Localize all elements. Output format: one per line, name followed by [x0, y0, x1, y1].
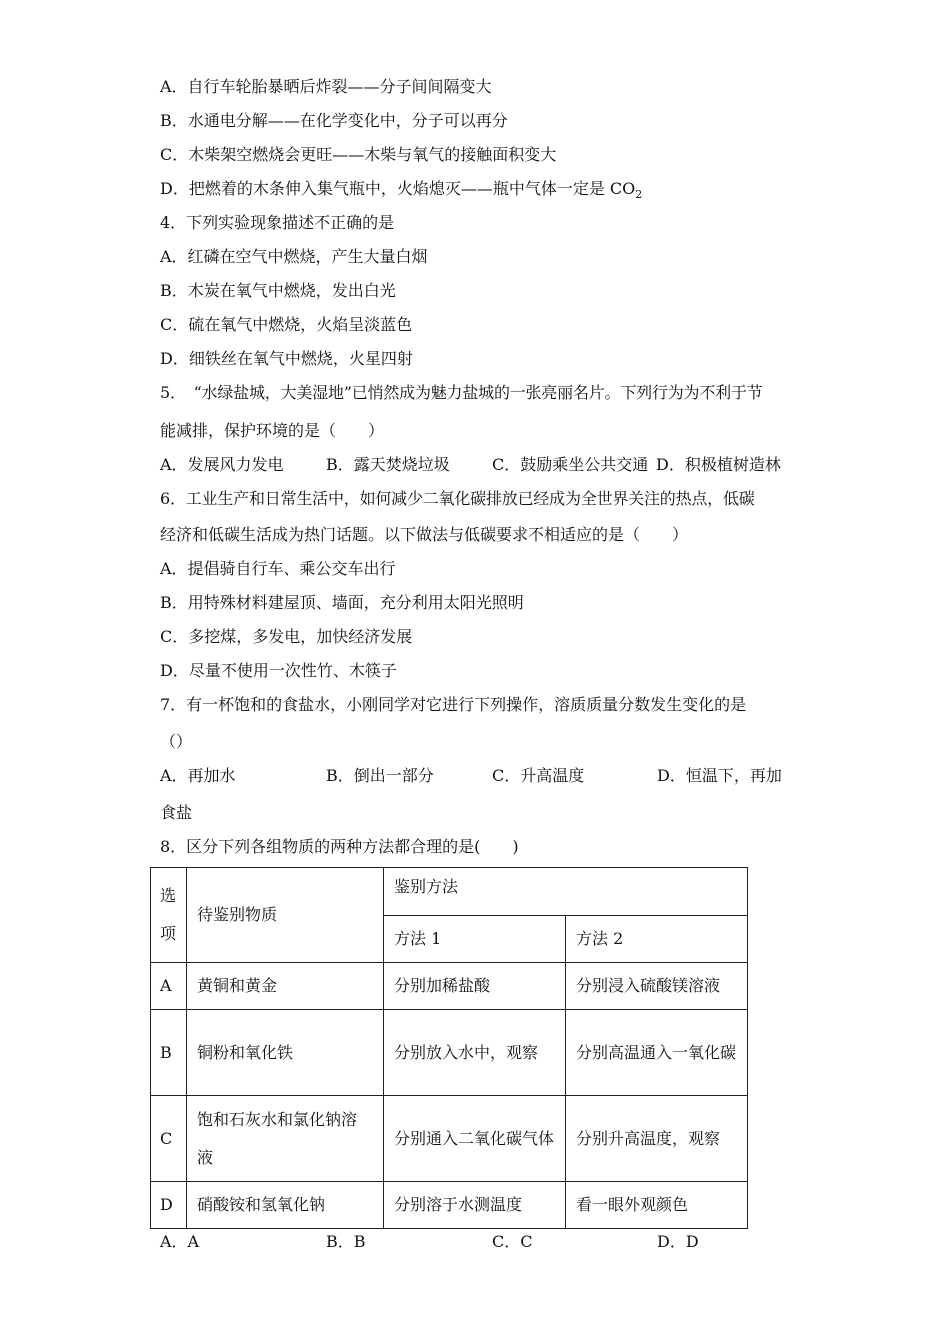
q8-row-d-option: D	[151, 1182, 187, 1229]
q7-stem-line2: （）	[160, 732, 193, 751]
table-row	[151, 1182, 748, 1229]
q4-stem: 4．下列实验现象描述不正确的是	[160, 213, 395, 232]
q3-option-c: C．木柴架空燃烧会更旺——木柴与氧气的接触面积变大	[160, 145, 557, 164]
q8-header-method: 鉴别方法	[384, 868, 748, 916]
q8-row-a-method2: 分别浸入硫酸镁溶液	[565, 963, 747, 1010]
q8-row-a-substance: 黄铜和黄金	[187, 963, 384, 1010]
q8-row-a-option: A	[151, 963, 187, 1010]
q8-row-c-substance: 饱和石灰水和氯化钠溶液	[187, 1096, 384, 1182]
q8-row-d-method1: 分别溶于水测温度	[384, 1182, 566, 1229]
q7-option-c: C．升高温度	[492, 766, 585, 785]
q8-row-c-option: C	[151, 1096, 187, 1182]
q8-row-c-method1: 分别通入二氧化碳气体	[384, 1096, 566, 1182]
q8-row-b-option: B	[151, 1010, 187, 1096]
table-row	[151, 1010, 748, 1096]
q8-answer-d: D．D	[657, 1232, 699, 1251]
q5-stem-line1: 5． “水绿盐城，大美湿地”已悄然成为魅力盐城的一张亮丽名片。下列行为为不利于节	[160, 383, 763, 402]
q4-option-d: D．细铁丝在氧气中燃烧，火星四射	[160, 349, 413, 368]
q8-row-a-method1: 分别加稀盐酸	[384, 963, 566, 1010]
q8-row-b-method1: 分别放入水中，观察	[384, 1010, 566, 1096]
q8-answer-a: A．A	[160, 1232, 200, 1251]
q6-stem-line1: 6．工业生产和日常生活中，如何减少二氧化碳排放已经成为全世界关注的热点，低碳	[160, 489, 755, 508]
q8-row-d-substance: 硝酸铵和氢氧化钠	[187, 1182, 384, 1229]
q5-option-a: A．发展风力发电	[160, 455, 284, 474]
q7-option-d-continued: 食盐	[160, 803, 193, 822]
q5-option-c: C．鼓励乘坐公共交通	[492, 455, 649, 474]
q6-option-c: C．多挖煤，多发电，加快经济发展	[160, 627, 413, 646]
q8-row-d-method2: 看一眼外观颜色	[565, 1182, 747, 1229]
q8-stem: 8．区分下列各组物质的两种方法都合理的是( )	[160, 837, 519, 856]
q8-header-option	[151, 868, 187, 963]
q3-option-a: A．自行车轮胎暴晒后炸裂——分子间间隔变大	[160, 77, 492, 96]
q4-option-a: A．红磷在空气中燃烧，产生大量白烟	[160, 247, 428, 266]
q7-option-a: A．再加水	[160, 766, 236, 785]
q7-stem-line1: 7．有一杯饱和的食盐水，小刚同学对它进行下列操作，溶质质量分数发生变化的是	[160, 695, 747, 714]
q3-option-d-subscript: 2	[635, 188, 643, 202]
q8-answer-b: B．B	[326, 1232, 366, 1251]
table-row	[151, 1096, 748, 1182]
q8-answer-c: C．C	[492, 1232, 533, 1251]
q4-option-c: C．硫在氧气中燃烧，火焰呈淡蓝色	[160, 315, 413, 334]
q5-option-d: D．积极植树造林	[656, 455, 781, 474]
q8-row-b-method2: 分别高温通入一氧化碳	[565, 1010, 747, 1096]
q8-table	[150, 867, 748, 1229]
q6-option-d: D．尽量不使用一次性竹、木筷子	[160, 661, 397, 680]
q8-header-method2: 方法 2	[565, 916, 747, 963]
q7-option-d: D．恒温下，再加	[657, 766, 782, 785]
q6-option-a: A．提倡骑自行车、乘公交车出行	[160, 559, 396, 578]
q3-option-b: B．水通电分解——在化学变化中，分子可以再分	[160, 111, 508, 130]
q8-header-substance: 待鉴别物质	[187, 868, 384, 963]
q8-header-option-line1: 选	[160, 886, 177, 905]
q6-option-b: B．用特殊材料建屋顶、墙面，充分利用太阳光照明	[160, 593, 524, 612]
q7-option-b: B．倒出一部分	[326, 766, 434, 785]
q8-header-option-line2: 项	[160, 924, 177, 943]
q4-option-b: B．木炭在氧气中燃烧，发出白光	[160, 281, 396, 300]
q5-option-b: B．露天焚烧垃圾	[326, 455, 450, 474]
q8-row-c-method2: 分别升高温度，观察	[565, 1096, 747, 1182]
table-row	[151, 963, 748, 1010]
q8-row-b-substance: 铜粉和氧化铁	[187, 1010, 384, 1096]
q6-stem-line2: 经济和低碳生活成为热门话题。以下做法与低碳要求不相适应的是（ ）	[160, 525, 689, 544]
q3-option-d-text: D．把燃着的木条伸入集气瓶中，火焰熄灭——瓶中气体一定是 CO	[160, 179, 636, 198]
q5-stem-line2: 能减排，保护环境的是（ ）	[160, 421, 385, 440]
q3-option-d	[160, 178, 642, 206]
q8-header-method1: 方法 1	[384, 916, 566, 963]
